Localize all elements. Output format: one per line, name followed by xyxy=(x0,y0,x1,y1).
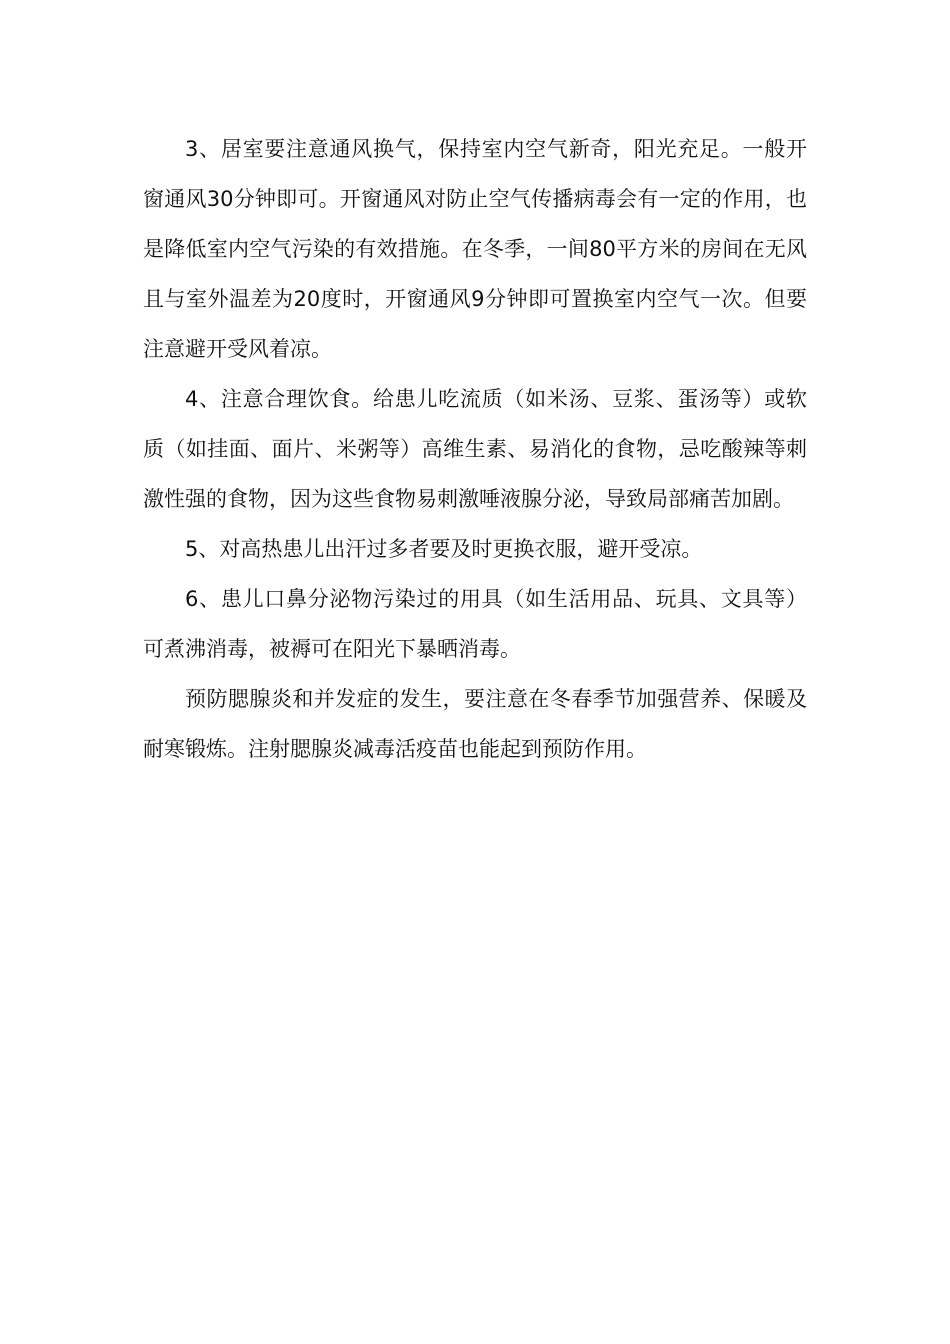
paragraph-ventilation: 3、居室要注意通风换气，保持室内空气新奇，阳光充足。一般开窗通风30分钟即可。开窗通风对防止空气传播病毒会有一定的作用，也是降低室内空气污染的有效措施。在冬季，一间80平方米的房间在无风且与室外温差为20度时，开窗通风9分钟即可置换室内空气一次。但要注意避开受风着凉。 xyxy=(143,137,807,361)
paragraph-disinfection: 6、患儿口鼻分泌物污染过的用具（如生活用品、玩具、文具等）可煮沸消毒，被褥可在阳光下暴晒消毒。 xyxy=(143,587,807,661)
paragraph-diet: 4、注意合理饮食。给患儿吃流质（如米汤、豆浆、蛋汤等）或软质（如挂面、面片、米粥等）高维生素、易消化的食物，忌吃酸辣等刺激性强的食物，因为这些食物易刺激唾液腺分泌，导致局部痛苦加剧。 xyxy=(143,387,807,511)
paragraph-fever-clothing: 5、对高热患儿出汗过多者要及时更换衣服，避开受凉。 xyxy=(185,537,703,561)
document-body xyxy=(143,124,807,774)
paragraph-prevention: 预防腮腺炎和并发症的发生，要注意在冬春季节加强营养、保暖及耐寒锻炼。注射腮腺炎减毒活疫苗也能起到预防作用。 xyxy=(143,687,807,761)
